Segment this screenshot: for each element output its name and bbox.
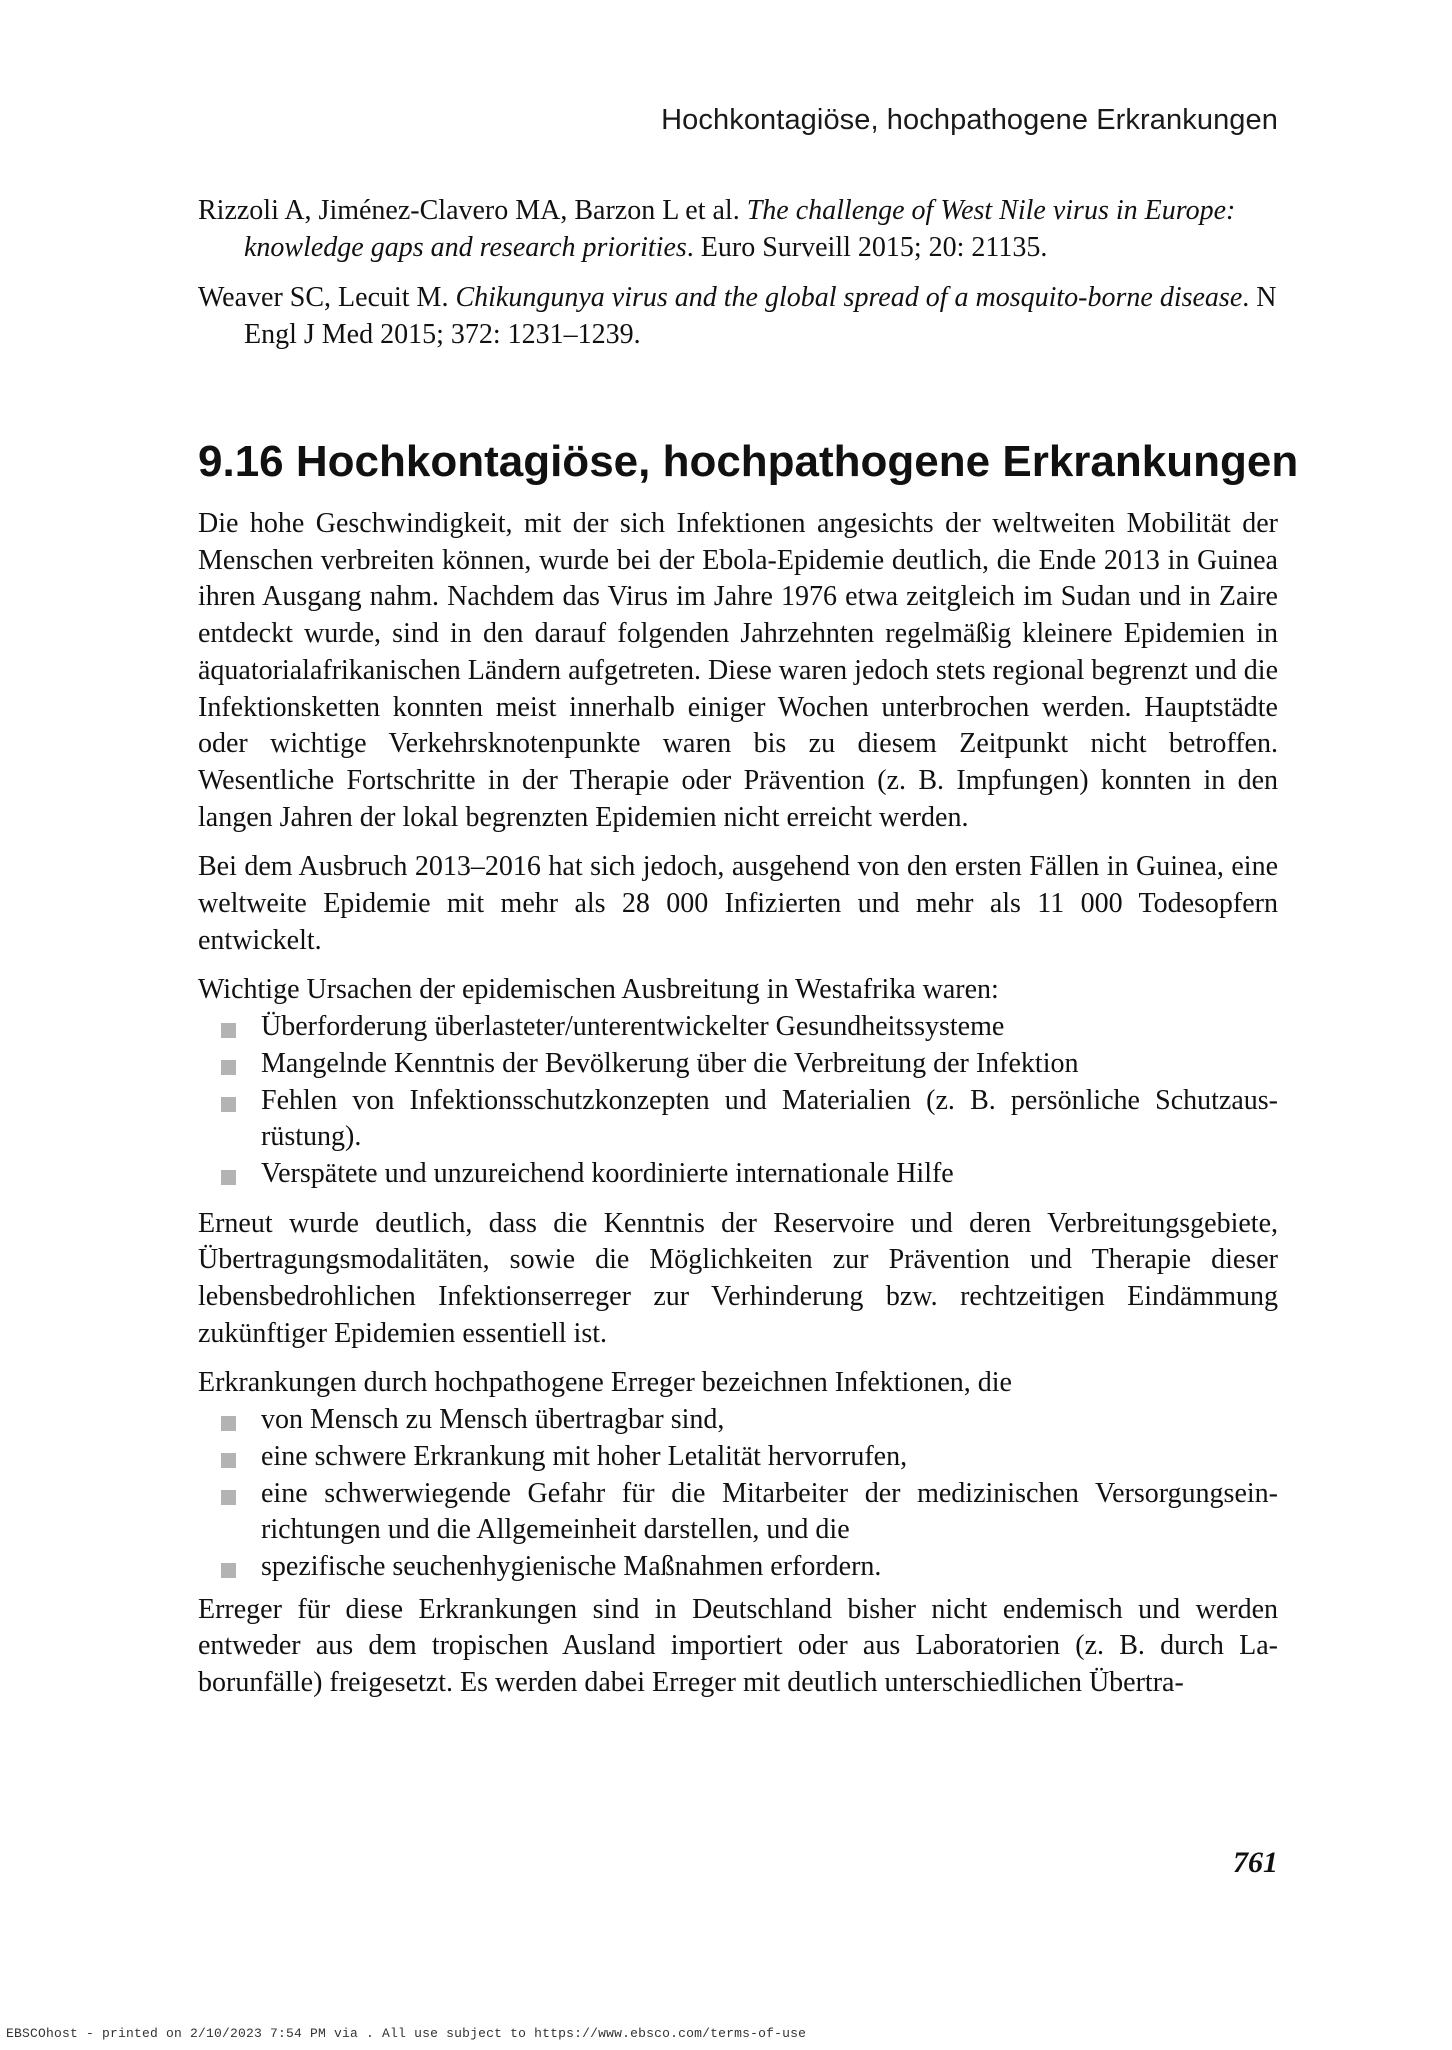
paragraph: Bei dem Ausbruch 2013–2016 hat sich jedoch, ausgehend von den ersten Fällen in Guinea, eine weltweite Epidemie mit mehr als 28 000 Infizierten und mehr als 11 000 Todesopfern entwickelt. — [198, 851, 1278, 956]
reference-list — [198, 192, 1278, 353]
print-footer: EBSCOhost - printed on 2/10/2023 7:54 PM via . All use subject to https://www.ebsco.com/terms-of-use — [6, 2026, 807, 2041]
list-item: spezifische seuchenhygienische Maßnahmen erfordern. — [198, 1549, 1278, 1586]
bullet-square-icon — [221, 1416, 236, 1431]
paragraph: Wichtige Ursachen der epidemischen Ausbreitung in Westafrika waren: — [198, 974, 999, 1006]
list-item: Mangelnde Kenntnis der Bevölkerung über die Verbreitung der Infektion — [198, 1046, 1278, 1083]
bullet-square-icon — [221, 1023, 236, 1038]
bullet-square-icon — [221, 1060, 236, 1075]
paragraph: Erneut wurde deutlich, dass die Kenntnis der Reservoire und deren Verbreitungsgebiete, Übertragungsmodalitäten, sowie die Möglichkeiten zur Prävention und Therapie dieser lebensbedrohlichen Infektionserreger zur Verhinderung bzw. rechtzeitigen Eindämmung zukünftiger Epidemien essentiell ist. — [198, 1207, 1278, 1349]
bullet-list — [198, 1402, 1278, 1586]
paragraph: Erkrankungen durch hochpathogene Erreger bezeichnen Infektionen, die — [198, 1367, 1012, 1399]
list-item: eine schwerwiegende Gefahr für die Mitarbeiter der medizinischen Versorgungseinrichtungen und die Allgemeinheit darstellen, und die — [198, 1476, 1278, 1549]
section-heading: 9.16 Hochkontagiöse, hochpathogene Erkrankungen — [198, 437, 1299, 486]
list-item: Fehlen von Infektionsschutzkonzepten und Materialien (z. B. persönliche Schutzausrüstung). — [198, 1083, 1278, 1156]
bullet-square-icon — [221, 1563, 236, 1578]
section-body — [198, 506, 1278, 1702]
paragraph: Die hohe Geschwindigkeit, mit der sich Infektionen angesichts der weltweiten Mobilität der Menschen verbreiten können, wurde bei der Ebola-Epidemie deutlich, die Ende 2013 in Guinea ihren Ausgang nahm. Nachdem das Virus im Jahre 1976 etwa zeitgleich im Sudan und in Zaire entdeckt wurde, sind in den darauf folgenden Jahrzehnten regelmäßig kleinere Epidemien in äquatorialafrikanischen Ländern aufgetreten. Diese waren jedoch stets regional begrenzt und die Infektionsketten konnten meist innerhalb einiger Wochen unterbrochen werden. Hauptstädte oder wichtige Verkehrsknotenpunkte waren bis zu diesem Zeitpunkt nicht betroffen. Wesentliche Fortschritte in der Therapie oder Prävention (z. B. Impfungen) konnten in den langen Jahren der lokal begrenzten Epidemien nicht erreicht werden. — [198, 508, 1278, 833]
bullet-square-icon — [221, 1453, 236, 1468]
list-item: Verspätete und unzureichend koordinierte internationale Hilfe — [198, 1156, 1278, 1193]
list-item: Überforderung überlasteter/unterentwickelter Gesundheitssysteme — [198, 1009, 1278, 1046]
bullet-square-icon — [221, 1097, 236, 1112]
paragraph: Erreger für diese Erkrankungen sind in Deutschland bisher nicht endemisch und werden entweder aus dem tropischen Ausland importiert oder aus Laboratorien (z. B. durch Laborunfälle) freigesetzt. Es werden dabei Erreger mit deutlich unterschiedlichen Übertra- — [198, 1593, 1278, 1699]
page-number: 761 — [1233, 1846, 1278, 1879]
list-item: eine schwere Erkrankung mit hoher Letalität hervorrufen, — [198, 1439, 1278, 1476]
bullet-square-icon — [221, 1490, 236, 1505]
reference-item: Weaver SC, Lecuit M. Chikungunya virus and the global spread of a mosquito-borne disease. N Engl J Med 2015; 372: 1231–1239. — [198, 282, 1277, 350]
bullet-list — [198, 1009, 1278, 1193]
list-item: von Mensch zu Mensch übertragbar sind, — [198, 1402, 1278, 1439]
running-head: Hochkontagiöse, hochpathogene Erkrankungen — [661, 104, 1278, 136]
bullet-square-icon — [221, 1170, 236, 1185]
reference-item: Rizzoli A, Jiménez-Clavero MA, Barzon L et al. The challenge of West Nile virus in Europe: knowledge gaps and research priorities. Euro Surveill 2015; 20: 21135. — [198, 195, 1236, 263]
